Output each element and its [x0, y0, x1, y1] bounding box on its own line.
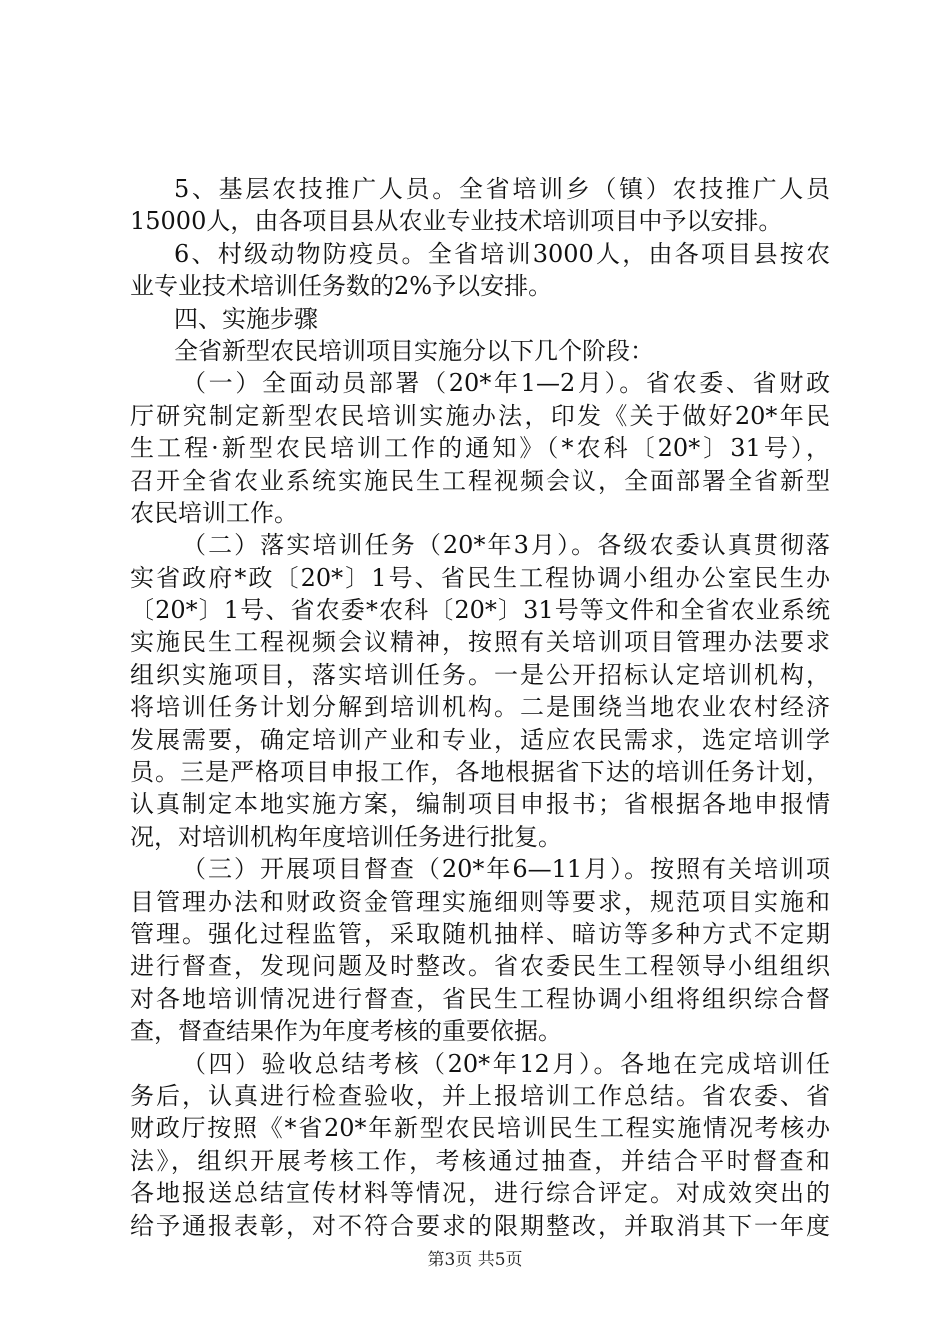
section-heading: 四、实施步骤	[174, 304, 318, 333]
text-line: 15000人，由各项目县从农业专业技术培训项目中予以安排。	[130, 207, 783, 236]
text-line: 农民培训工作。	[130, 498, 298, 527]
text-line: 况，对培训机构年度培训任务进行批复。	[130, 822, 562, 851]
text-line: 管理。强化过程监管，采取随机抽样、暗访等多种方式不定期	[130, 919, 830, 948]
text-line: 将培训任务计划分解到培训机构。二是围绕当地农业农村经济	[130, 693, 830, 722]
text-line: （三）开展项目督查（20*年6—11月）。按照有关培训项	[182, 855, 830, 884]
text-line: 生工程·新型农民培训工作的通知》（*农科〔20*〕31号），	[130, 434, 830, 463]
text-line: 对各地培训情况进行督查，省民生工程协调小组将组织综合督	[130, 984, 830, 1013]
text-line: 目管理办法和财政资金管理实施细则等要求，规范项目实施和	[130, 887, 830, 916]
page-number-footer: 第3页 共5页	[427, 1250, 523, 1270]
text-line: 各地报送总结宣传材料等情况，进行综合评定。对成效突出的	[130, 1179, 830, 1208]
text-line: 进行督查，发现问题及时整改。省农委民生工程领导小组组织	[130, 952, 830, 981]
text-line: 6、村级动物防疫员。全省培训3000人，由各项目县按农	[174, 239, 830, 268]
text-line: 财政厅按照《*省20*年新型农民培训民生工程实施情况考核办	[130, 1114, 830, 1143]
text-line: 查，督查结果作为年度考核的重要依据。	[130, 1017, 562, 1046]
text-line: 员。三是严格项目申报工作，各地根据省下达的培训任务计划，	[130, 758, 830, 787]
text-line: 法》，组织开展考核工作，考核通过抽查，并结合平时督查和	[130, 1146, 830, 1175]
text-line: 〔20*〕1号、省农委*农科〔20*〕31号等文件和全省农业系统	[130, 596, 830, 625]
text-line: 全省新型农民培训项目实施分以下几个阶段：	[174, 336, 654, 365]
text-line: （二）落实培训任务（20*年3月）。各级农委认真贯彻落	[182, 531, 830, 560]
text-line: 给予通报表彰，对不符合要求的限期整改，并取消其下一年度	[130, 1211, 830, 1240]
text-line: （四）验收总结考核（20*年12月）。各地在完成培训任	[182, 1049, 830, 1078]
text-line: 实施民生工程视频会议精神，按照有关培训项目管理办法要求	[130, 628, 830, 657]
text-line: 组织实施项目，落实培训任务。一是公开招标认定培训机构，	[130, 660, 830, 689]
text-line: 业专业技术培训任务数的2%予以安排。	[130, 272, 553, 301]
text-line: 务后，认真进行检查验收，并上报培训工作总结。省农委、省	[130, 1081, 830, 1110]
text-line: 发展需要，确定培训产业和专业，适应农民需求，选定培训学	[130, 725, 830, 754]
document-body	[130, 173, 830, 1242]
text-line: 5、基层农技推广人员。全省培训乡（镇）农技推广人员	[174, 175, 830, 203]
text-line: 认真制定本地实施方案，编制项目申报书；省根据各地申报情	[130, 790, 830, 819]
text-line: （一）全面动员部署（20*年1—2月）。省农委、省财政	[182, 369, 830, 398]
text-line: 召开全省农业系统实施民生工程视频会议，全面部署全省新型	[130, 466, 830, 495]
text-line: 实省政府*政〔20*〕1号、省民生工程协调小组办公室民生办	[130, 563, 830, 592]
text-line: 厅研究制定新型农民培训实施办法，印发《关于做好20*年民	[130, 401, 830, 430]
